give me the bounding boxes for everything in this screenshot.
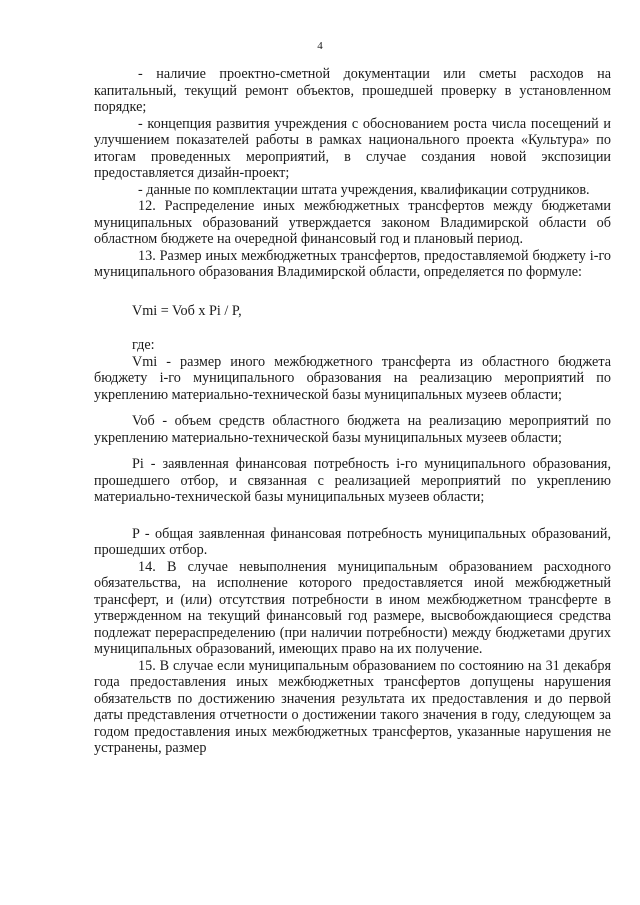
paragraph-project-documentation: - наличие проектно-сметной документации или сметы расходов на капитальный, текущий ремонт объектов, прошедшей проверку в установленном порядке; xyxy=(94,66,611,115)
document-body xyxy=(94,66,611,757)
where-label: где: xyxy=(132,337,155,353)
definition-pi: Pi - заявленная финансовая потребность i-го муниципального образования, прошедшего отбор, и связанная с реализацией мероприятий по укреплению материально-технической базы муниципальных музеев области; xyxy=(94,456,611,505)
page-number: 4 xyxy=(317,40,323,52)
formula: Vmi = Voб x Pi / P, xyxy=(132,302,242,319)
paragraph-staffing-data: - данные по комплектации штата учреждения, квалификации сотрудников. xyxy=(138,181,590,198)
paragraph-12-distribution: 12. Распределение иных межбюджетных трансфертов между бюджетами муниципальных образований утверждается законом Владимирской области об областном бюджете на очередной финансовый год и плановый период. xyxy=(94,198,611,247)
definition-vob: Voб - объем средств областного бюджета на реализацию мероприятий по укреплению материально-технической базы муниципальных музеев области; xyxy=(94,413,611,446)
paragraph-14-redistribution: 14. В случае невыполнения муниципальным образованием расходного обязательства, на исполнение которого предоставляется иной межбюджетный трансферт, и (или) отсутствия потребности в ином межбюджетном трансферте в утвержденном на текущий финансовый год размере, высвобождающиеся средства подлежат перераспределению (при наличии потребности) между бюджетами других муниципальных образований, имеющих право на их получение. xyxy=(94,558,611,657)
paragraph-15-violations: 15. В случае если муниципальным образованием по состоянию на 31 декабря года предоставления иных межбюджетных трансфертов допущены нарушения обязательств по достижению значения результата их предоставления и до первой даты представления отчетности о достижении такого значения в году, следующем за годом предоставления иных межбюджетных трансфертов, указанные нарушения не устранены, размер xyxy=(94,657,611,756)
definition-vmi: Vmi - размер иного межбюджетного трансферта из областного бюджета бюджету i-го муниципального образования на реализацию мероприятий по укреплению материально-технической базы муниципальных музеев области; xyxy=(94,353,611,403)
definition-p: P - общая заявленная финансовая потребность муниципальных образований, прошедших отбор. xyxy=(94,525,611,558)
paragraph-13-transfer-size: 13. Размер иных межбюджетных трансфертов, предоставляемой бюджету i-го муниципального образования Владимирской области, определяется по формуле: xyxy=(94,247,611,280)
paragraph-development-concept: - концепция развития учреждения с обоснованием роста числа посещений и улучшением показателей работы в рамках национального проекта «Культура» по итогам проведенных мероприятий, в случае создания новой экспозиции предоставляется дизайн-проект; xyxy=(94,115,611,181)
